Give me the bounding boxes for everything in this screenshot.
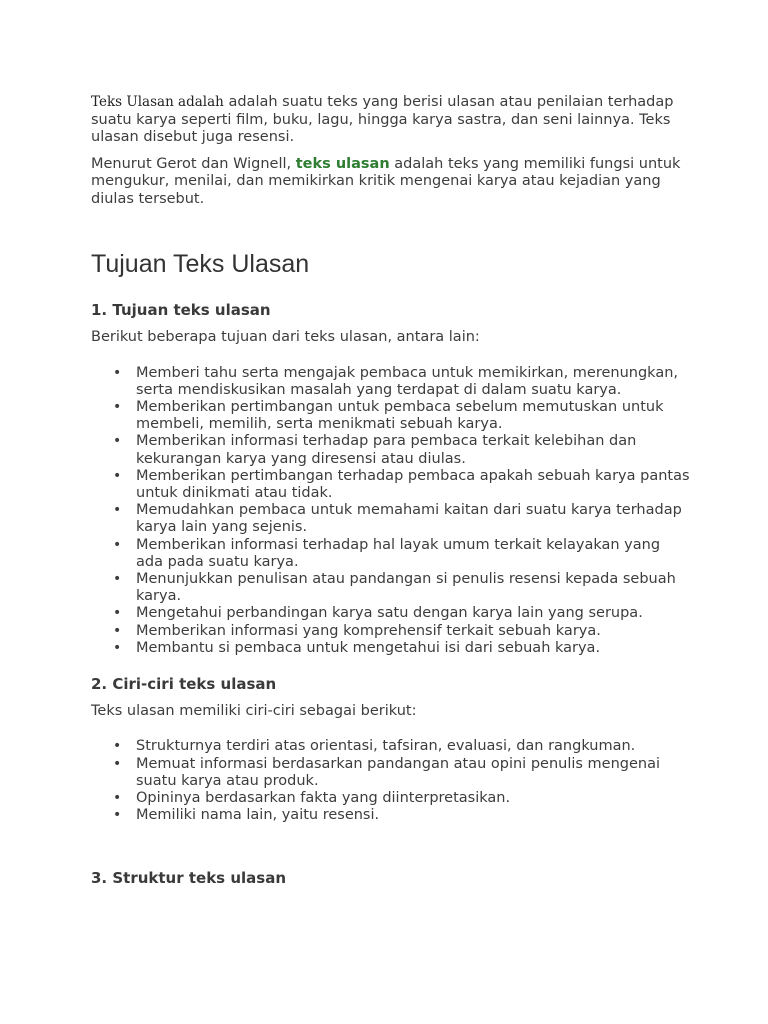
list-item: • Membantu si pembaca untuk mengetahui isi dari sebuah karya. (136, 640, 691, 657)
list-item: • Memberikan pertimbangan terhadap pembaca apakah sebuah karya pantas untuk dinikmati atau tidak. (136, 468, 691, 502)
list-item: • Memberi tahu serta mengajak pembaca untuk memikirkan, merenungkan, serta mendiskusikan masalah yang terdapat di dalam suatu karya. (136, 365, 691, 399)
intro-paragraph-1-text: adalah suatu teks yang berisi ulasan atau penilaian terhadap suatu karya seperti film, buku, lagu, hingga karya sastra, dan seni lainnya. Teks ulasan disebut juga resensi. (91, 94, 674, 145)
section1-list (91, 365, 691, 657)
list-item: • Memiliki nama lain, yaitu resensi. (136, 807, 691, 824)
list-item: • Memuat informasi berdasarkan pandangan atau opini penulis mengenai suatu karya atau produk. (136, 756, 691, 790)
list-item: • Memudahkan pembaca untuk memahami kaitan dari suatu karya terhadap karya lain yang sejenis. (136, 502, 691, 536)
section2-list (91, 738, 691, 824)
list-item: • Memberikan informasi terhadap para pembaca terkait kelebihan dan kekurangan karya yang diresensi atau diulas. (136, 433, 691, 467)
list-item: • Menunjukkan penulisan atau pandangan si penulis resensi kepada sebuah karya. (136, 571, 691, 605)
intro-paragraph-1 (91, 94, 691, 147)
section1-intro: Berikut beberapa tujuan dari teks ulasan, antara lain: (91, 329, 480, 345)
intro-paragraph-2-before: Menurut Gerot dan Wignell, (91, 155, 296, 172)
section-heading: Tujuan Teks Ulasan (91, 250, 310, 278)
list-item: • Mengetahui perbandingan karya satu dengan karya lain yang serupa. (136, 605, 691, 622)
list-item: • Memberikan informasi terhadap hal layak umum terkait kelayakan yang ada pada suatu karya. (136, 537, 691, 571)
list-item: • Strukturnya terdiri atas orientasi, tafsiran, evaluasi, dan rangkuman. (136, 738, 691, 755)
intro-lead-text: Teks Ulasan adalah (91, 94, 224, 110)
intro-paragraph-2-after: adalah teks yang memiliki fungsi untuk mengukur, menilai, dan memikirkan kritik mengenai karya atau kejadian yang diulas tersebut. (91, 155, 681, 207)
list-item: • Memberikan informasi yang komprehensif terkait sebuah karya. (136, 623, 691, 640)
article (91, 94, 691, 887)
section2-title: 2. Ciri-ciri teks ulasan (91, 674, 277, 693)
list-item: • Opininya berdasarkan fakta yang diinterpretasikan. (136, 790, 691, 807)
section2-intro: Teks ulasan memiliki ciri-ciri sebagai berikut: (91, 702, 417, 719)
teks-ulasan-link[interactable]: teks ulasan (295, 155, 390, 172)
section3-title: 3. Struktur teks ulasan (91, 869, 286, 888)
intro-paragraph-2 (91, 156, 691, 209)
section1-title: 1. Tujuan teks ulasan (91, 301, 271, 319)
list-item: • Memberikan pertimbangan untuk pembaca sebelum memutuskan untuk membeli, memilih, serta menikmati sebuah karya. (136, 399, 691, 433)
